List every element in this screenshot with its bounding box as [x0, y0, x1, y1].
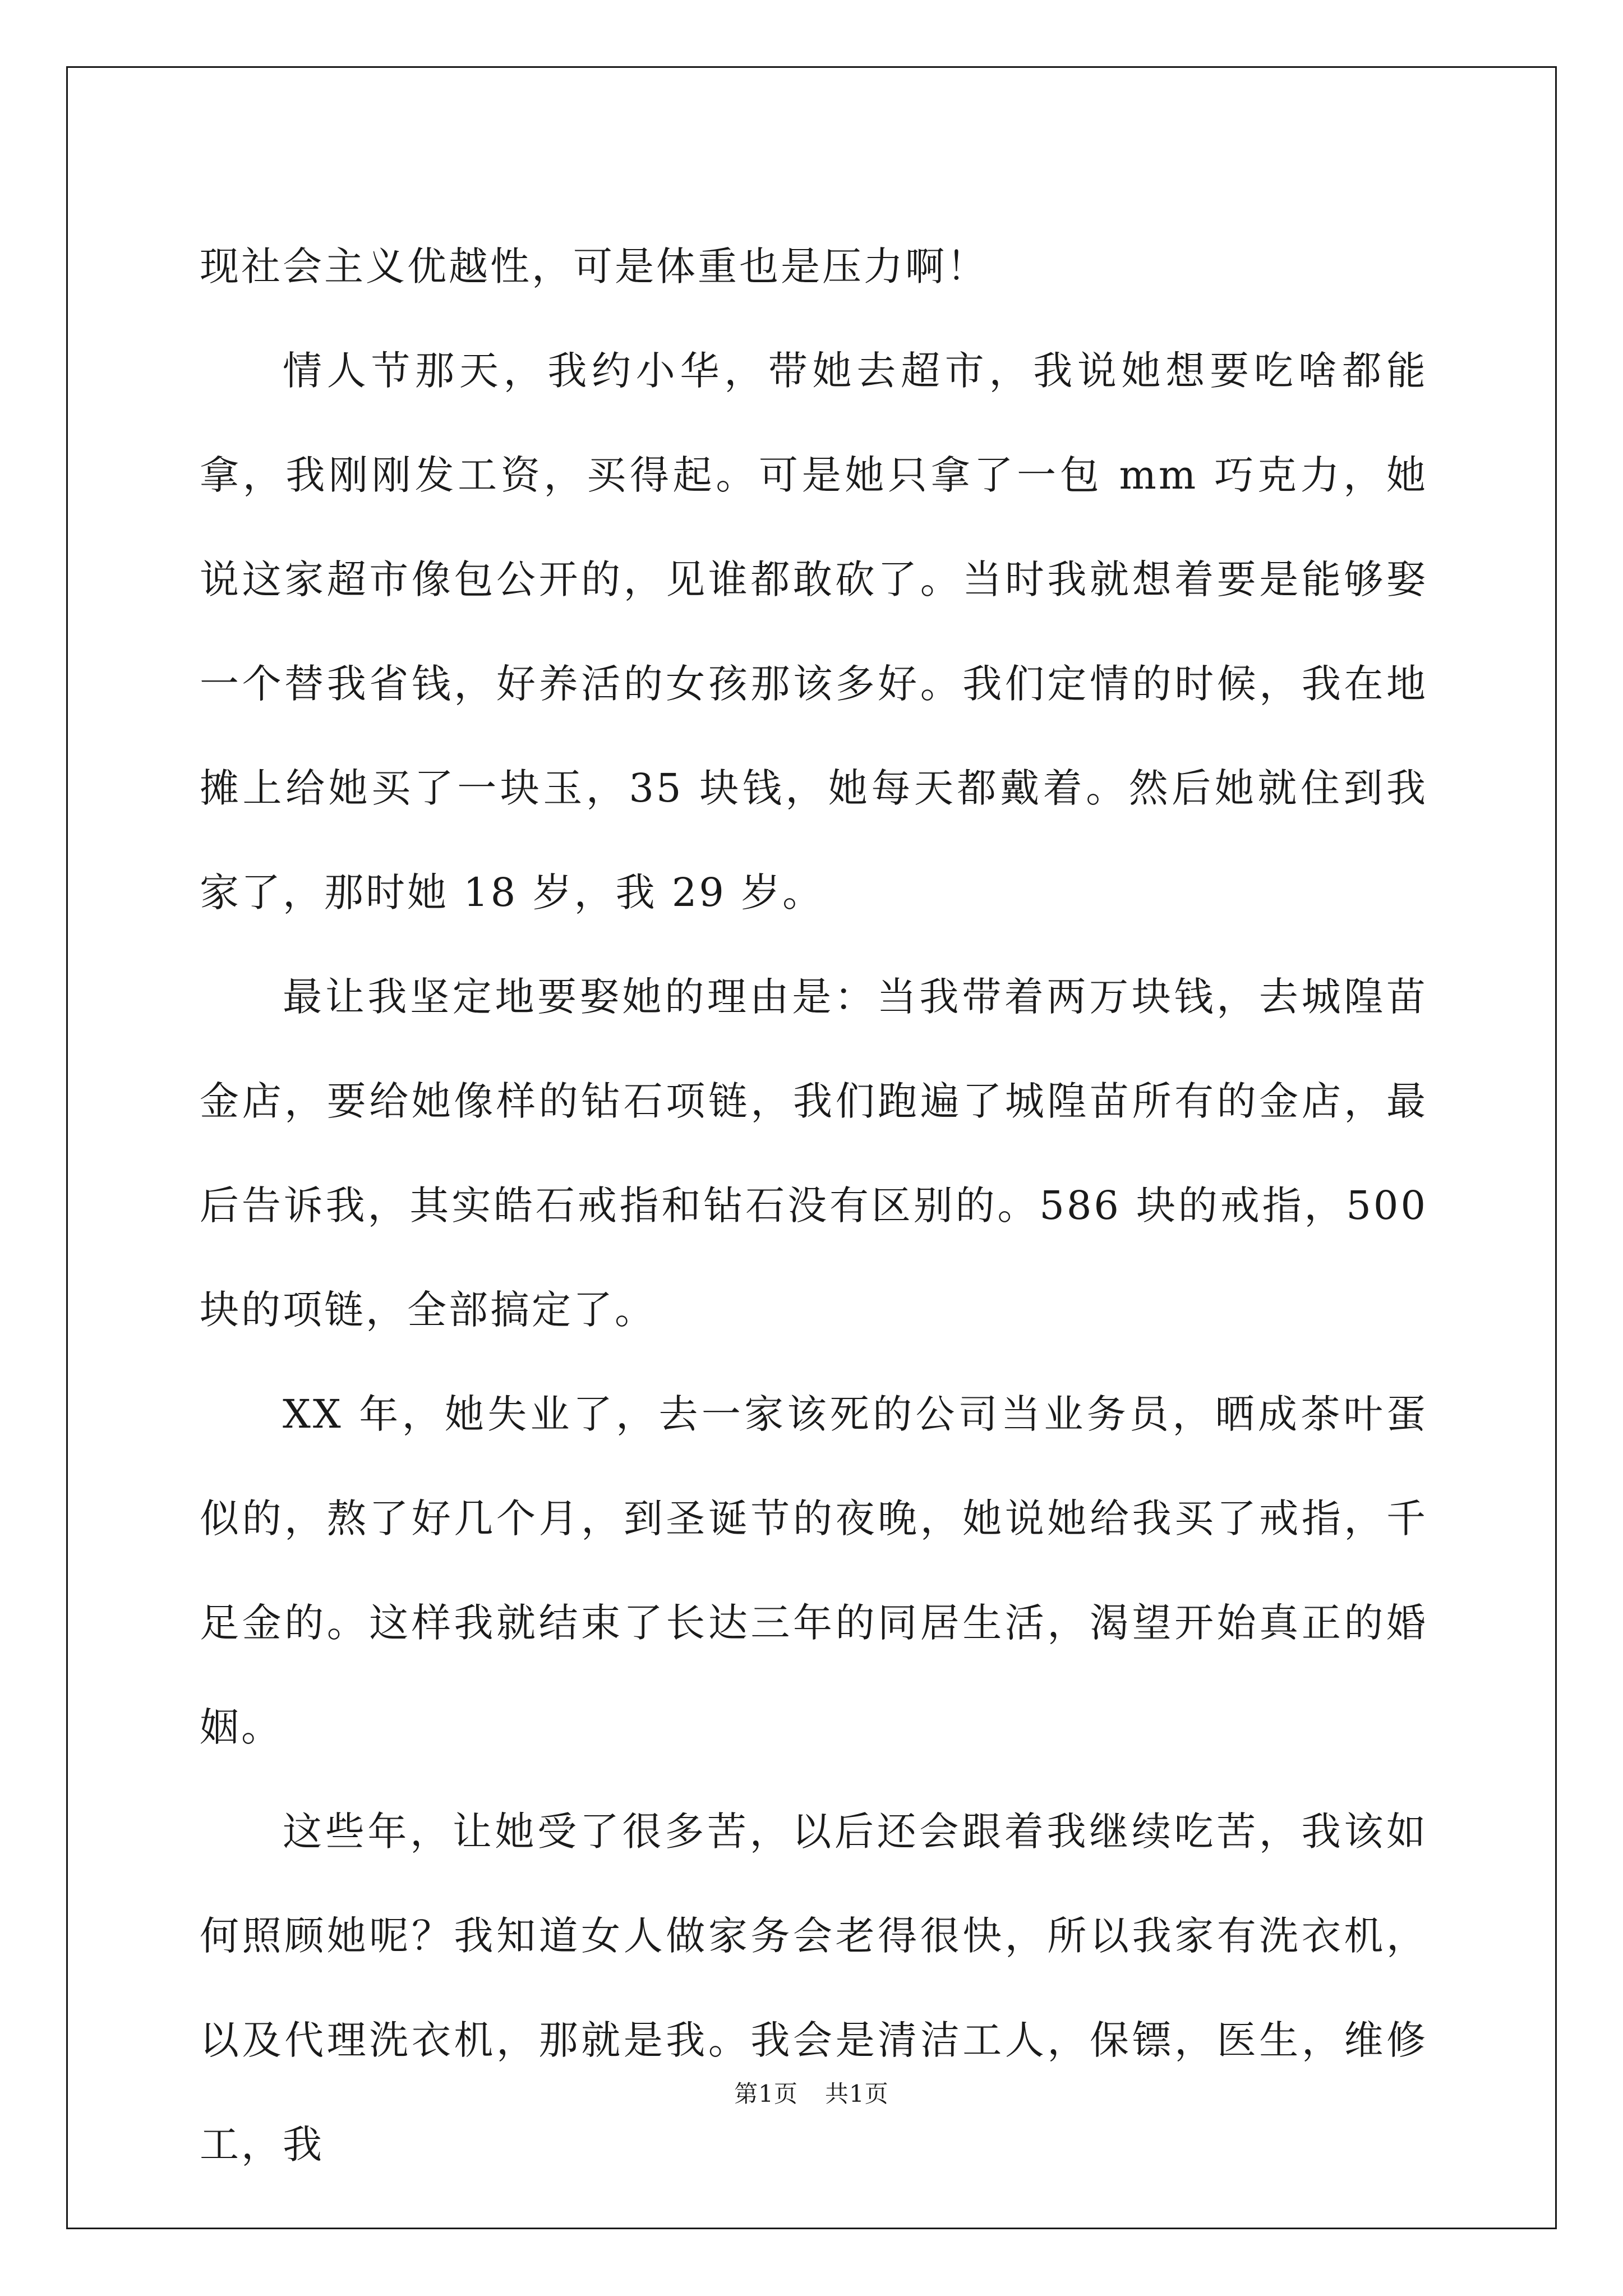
paragraph-4: XX 年，她失业了，去一家该死的公司当业务员，晒成茶叶蛋似的，熬了好几个月，到圣诞节的夜晚，她说她给我买了戒指，千足金的。这样我就结束了长达三年的同居生活，渴望开始真正的婚姻。 — [200, 1391, 1428, 1750]
paragraph-1: 现社会主义优越性，可是体重也是压力啊！ — [200, 243, 988, 289]
paragraph-2: 情人节那天，我约小华，带她去超市，我说她想要吃啥都能拿，我刚刚发工资，买得起。可是她只拿了一包 mm 巧克力，她说这家超市像包公开的，见谁都敢砍了。当时我就想着要是能够娶一个替我省钱，好养活的女孩那该多好。我们定情的时候，我在地摊上给她买了一块玉，35 块钱，她每天都戴着。然后她就住到我家了，那时她 18 岁，我 29 岁。 — [200, 348, 1428, 915]
document-body — [200, 214, 1428, 2197]
paragraph-5: 这些年，让她受了很多苦，以后还会跟着我继续吃苦，我该如何照顾她呢？我知道女人做家务会老得很快，所以我家有洗衣机，以及代理洗衣机，那就是我。我会是清洁工人，保镖，医生，维修工，我 — [200, 1809, 1428, 2168]
page-number: 第1页 — [734, 2080, 798, 2108]
page-total: 共1页 — [825, 2080, 889, 2108]
paragraph-3: 最让我坚定地要娶她的理由是：当我带着两万块钱，去城隍苗金店，要给她像样的钻石项链，我们跑遍了城隍苗所有的金店，最后告诉我，其实皓石戒指和钻石没有区别的。586 块的戒指，500 块的项链，全部搞定了。 — [200, 974, 1428, 1333]
page-footer — [0, 2076, 1623, 2109]
